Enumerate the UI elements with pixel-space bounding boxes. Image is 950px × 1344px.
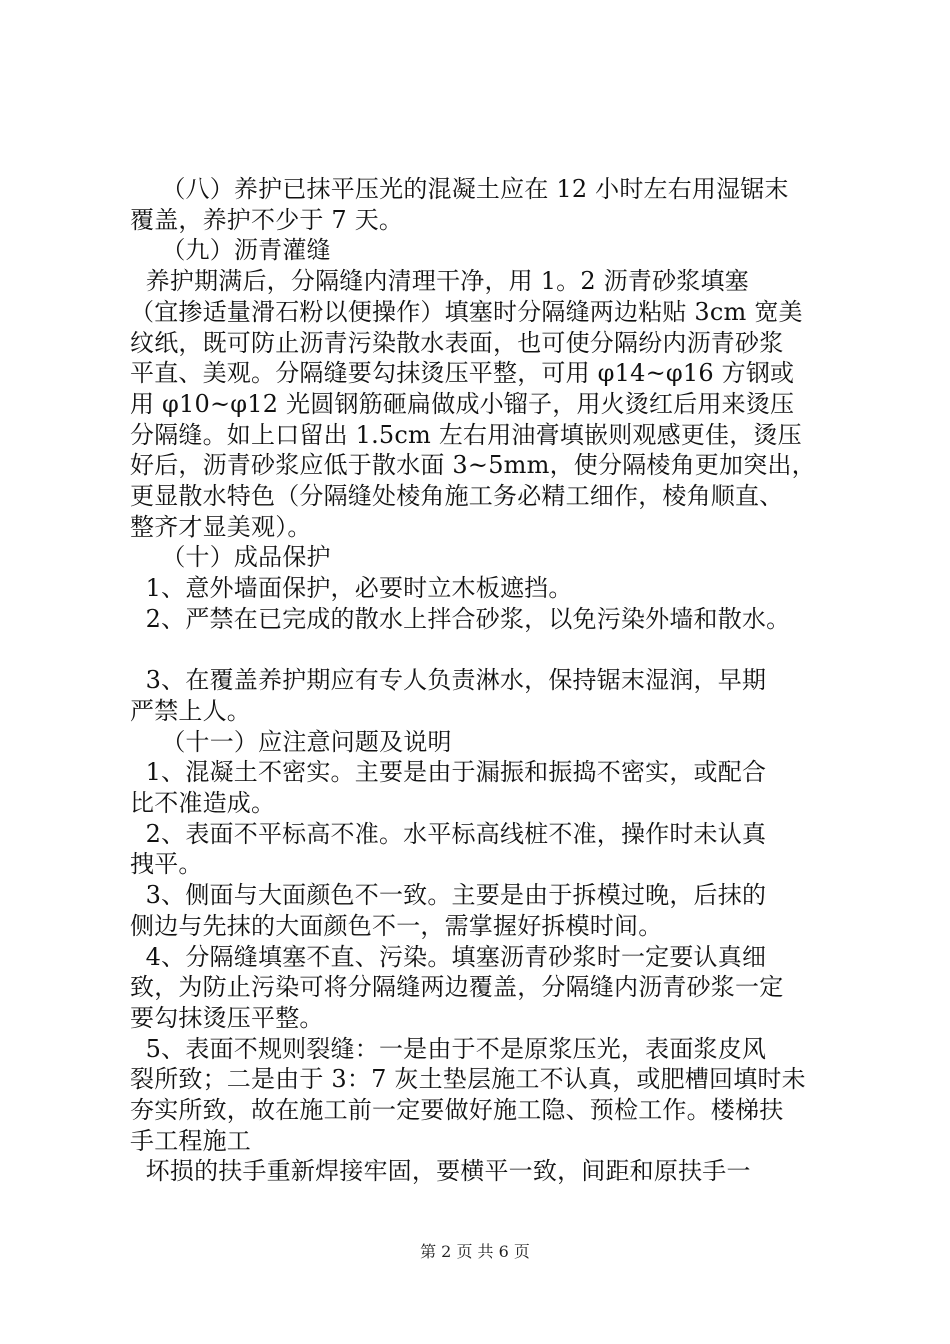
- text-line: （九）沥青灌缝: [130, 236, 331, 265]
- text-line: 拽平。: [130, 850, 203, 879]
- text-line: 2、严禁在已完成的散水上拌合砂浆，以免污染外墙和散水。: [130, 604, 791, 633]
- text-line: （宜掺适量滑石粉以便操作）填塞时分隔缝两边粘贴 3cm 宽美: [130, 297, 803, 326]
- text-line: （十一）应注意问题及说明: [130, 727, 452, 756]
- page-number-footer: 第 2 页 共 6 页: [420, 1242, 530, 1261]
- text-line: 坏损的扶手重新焊接牢固，要横平一致，间距和原扶手一: [130, 1157, 751, 1186]
- text-line: 3、在覆盖养护期应有专人负责淋水，保持锯末湿润，早期: [130, 666, 767, 695]
- text-line: 侧边与先抹的大面颜色不一，需掌握好拆模时间。: [130, 911, 663, 940]
- text-line: 5、表面不规则裂缝：一是由于不是原浆压光，表面浆皮风: [130, 1034, 767, 1063]
- text-line: （八）养护已抹平压光的混凝土应在 12 小时左右用湿锯末: [130, 175, 789, 203]
- text-line: 分隔缝。如上口留出 1.5cm 左右用油膏填嵌则观感更佳，烫压: [130, 420, 802, 449]
- document-body: [130, 174, 830, 1187]
- text-line: 整齐才显美观）。: [130, 512, 312, 541]
- text-line: 好后，沥青砂浆应低于散水面 3~5mm，使分隔棱角更加突出，: [130, 451, 816, 480]
- text-line: 致，为防止污染可将分隔缝两边覆盖，分隔缝内沥青砂浆一定: [130, 973, 784, 1002]
- text-line: 更显散水特色（分隔缝处棱角施工务必精工细作，棱角顺直、: [130, 482, 784, 511]
- text-line: 手工程施工: [130, 1126, 251, 1155]
- text-line: 裂所致；二是由于 3：7 灰土垫层施工不认真，或肥槽回填时未: [130, 1065, 806, 1094]
- text-line: 纹纸，既可防止沥青污染散水表面，也可使分隔纷内沥青砂浆: [130, 328, 784, 357]
- text-line: 1、混凝土不密实。主要是由于漏振和振捣不密实，或配合: [130, 758, 767, 787]
- text-line: 严禁上人。: [130, 696, 251, 725]
- text-line: 4、分隔缝填塞不直、污染。填塞沥青砂浆时一定要认真细: [130, 942, 767, 971]
- text-line: 用 φ10~φ12 光圆钢筋砸扁做成小镏子，用火烫红后用来烫压: [130, 389, 795, 418]
- text-line: 要勾抹烫压平整。: [130, 1003, 324, 1032]
- text-line: 1、意外墙面保护，必要时立木板遮挡。: [130, 574, 573, 603]
- text-line: 3、侧面与大面颜色不一致。主要是由于拆模过晚，后抹的: [130, 881, 767, 910]
- text-line: 2、表面不平标高不准。水平标高线桩不准，操作时未认真: [130, 819, 767, 848]
- text-line: 养护期满后，分隔缝内清理干净，用 1。2 沥青砂浆填塞: [130, 267, 749, 296]
- blank-line: [130, 635, 830, 666]
- text-line: 夯实所致，故在施工前一定要做好施工隐、预检工作。楼梯扶: [130, 1096, 784, 1125]
- text-line: 覆盖，养护不少于 7 天。: [130, 205, 404, 234]
- text-line: 比不准造成。: [130, 789, 276, 818]
- text-line: 平直、美观。分隔缝要勾抹烫压平整，可用 φ14~φ16 方钢或: [130, 359, 795, 388]
- text-line: （十）成品保护: [130, 543, 331, 572]
